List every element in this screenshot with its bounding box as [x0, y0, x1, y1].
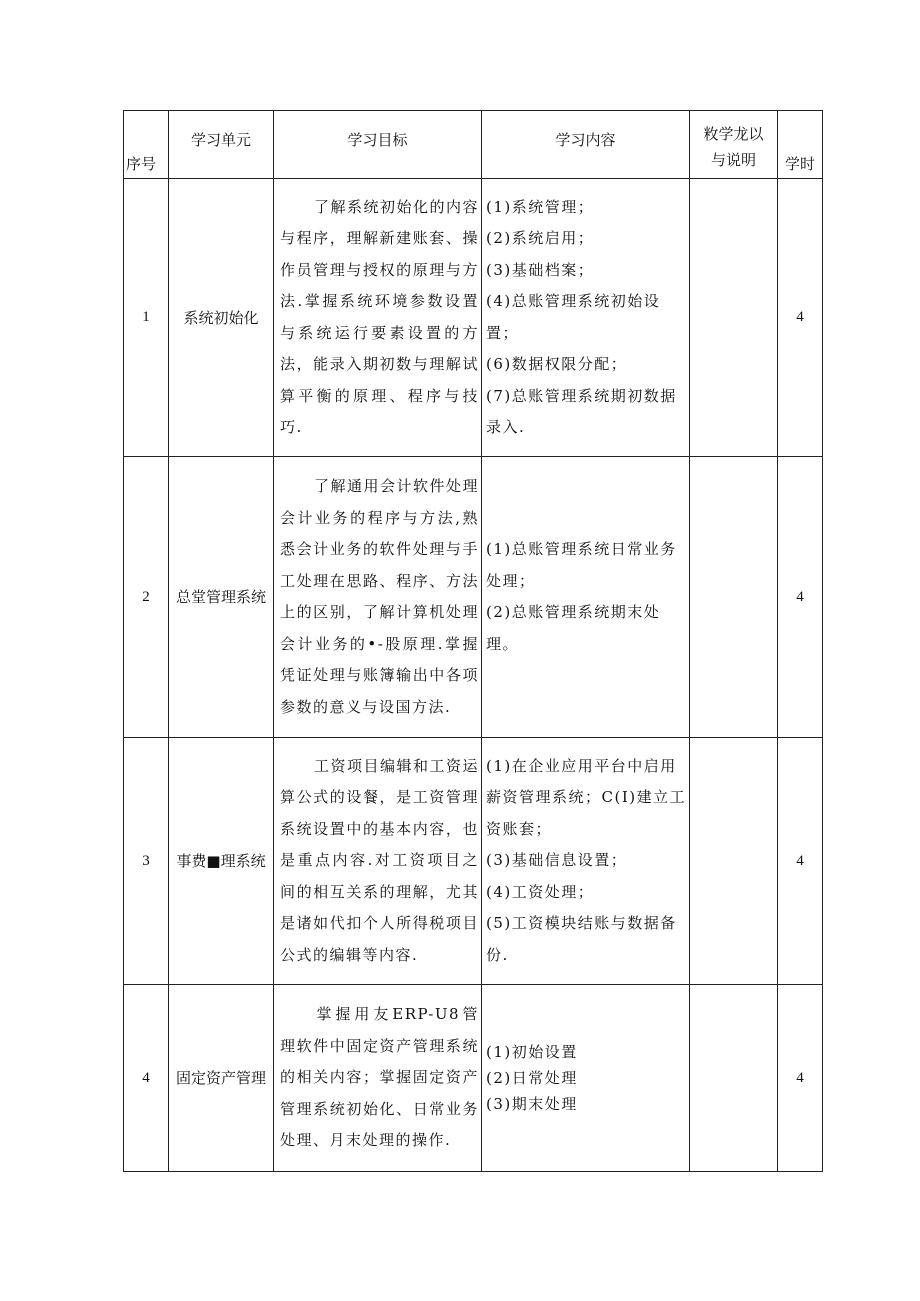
header-unit: 学习单元 — [169, 111, 274, 179]
content-item: (6)数据权限分配； — [486, 355, 628, 373]
table-row — [124, 179, 823, 457]
syllabus-table — [123, 110, 823, 1172]
row-goal — [274, 985, 482, 1172]
content-item: (7)总账管理系统期初数据录入. — [486, 386, 677, 436]
content-item: (4)工资处理； — [486, 882, 595, 901]
header-goal: 学习目标 — [274, 111, 482, 179]
content-item: (3)期末处理 — [486, 1095, 578, 1113]
row-content — [482, 738, 690, 985]
row-unit: 系统初始化 — [169, 179, 274, 457]
content-item: (2)系统启用； — [486, 229, 595, 247]
content-item: (4)总账管理系统初始设置； — [486, 292, 661, 342]
row-number: 2 — [124, 457, 169, 738]
row-goal-text: 了解系统初始化的内容与程序，理解新建账套、操作员管理与授权的原理与方法.掌握系统环境参数设置与系统运行要素设置的方法，能录入期初数与理解试算平衡的原理、程序与技巧. — [280, 197, 480, 436]
row-note — [690, 738, 778, 985]
header-note — [690, 111, 778, 179]
row-hours: 4 — [778, 457, 823, 738]
header-content: 学习内容 — [482, 111, 690, 179]
header-row — [124, 111, 823, 179]
row-content — [482, 457, 690, 738]
row-goal — [274, 457, 482, 738]
row-note — [690, 457, 778, 738]
row-note — [690, 985, 778, 1172]
content-item: (2)总账管理系统期末处理。 — [486, 603, 661, 653]
content-item: (1)系统管理； — [486, 197, 595, 216]
content-item: (3)基础信息设置； — [486, 851, 628, 870]
row-content — [482, 985, 690, 1172]
row-unit: 事费■理系统 — [169, 738, 274, 985]
content-item: (1)在企业应用平台中启用薪资管理系统；C(I)建立工资账套； — [486, 756, 687, 838]
table-row — [124, 457, 823, 738]
row-goal — [274, 738, 482, 985]
table-row — [124, 985, 823, 1172]
row-unit: 固定资产管理 — [169, 985, 274, 1172]
row-goal-text: 掌握用友ERP-U8管理软件中固定资产管理系统的相关内容；掌握固定资产管理系统初始化、日常业务处理、月末处理的操作. — [280, 1005, 479, 1150]
content-item: (3)基础档案； — [486, 260, 595, 279]
row-goal-text: 工资项目编辑和工资运算公式的设餐，是工资管理系统设置中的基本内容，也是重点内容.对工资项目之间的相互关系的理解，尤其是诸如代扣个人所得税项目公式的编辑等内容. — [280, 756, 480, 964]
content-item: (2)日常处理 — [486, 1069, 578, 1087]
row-note — [690, 179, 778, 457]
row-goal-text: 了解通用会计软件处理会计业务的程序与方法,熟悉会计业务的软件处理与手工处理在思路、程序、方法上的区别，了解计算机处理会计业务的•-股原理.掌握凭证处理与账簿输出中各项参数的意义与设国方法. — [280, 477, 480, 716]
row-goal — [274, 179, 482, 457]
content-item: (5)工资模块结账与数据备份. — [486, 914, 677, 964]
row-hours: 4 — [778, 985, 823, 1172]
row-content — [482, 179, 690, 457]
content-item: (1)总账管理系统日常业务处理； — [486, 540, 677, 590]
row-number: 1 — [124, 179, 169, 457]
header-no: 序号 — [124, 111, 169, 179]
row-hours: 4 — [778, 738, 823, 985]
header-note-line1: 敉学龙以 — [703, 124, 764, 143]
table-row — [124, 738, 823, 985]
row-number: 3 — [124, 738, 169, 985]
header-note-line2: 与说明 — [710, 150, 756, 169]
row-number: 4 — [124, 985, 169, 1172]
header-hours: 学时 — [778, 111, 823, 179]
content-item: (1)初始设置 — [486, 1043, 578, 1061]
row-unit: 总堂管理系统 — [169, 457, 274, 738]
row-hours: 4 — [778, 179, 823, 457]
